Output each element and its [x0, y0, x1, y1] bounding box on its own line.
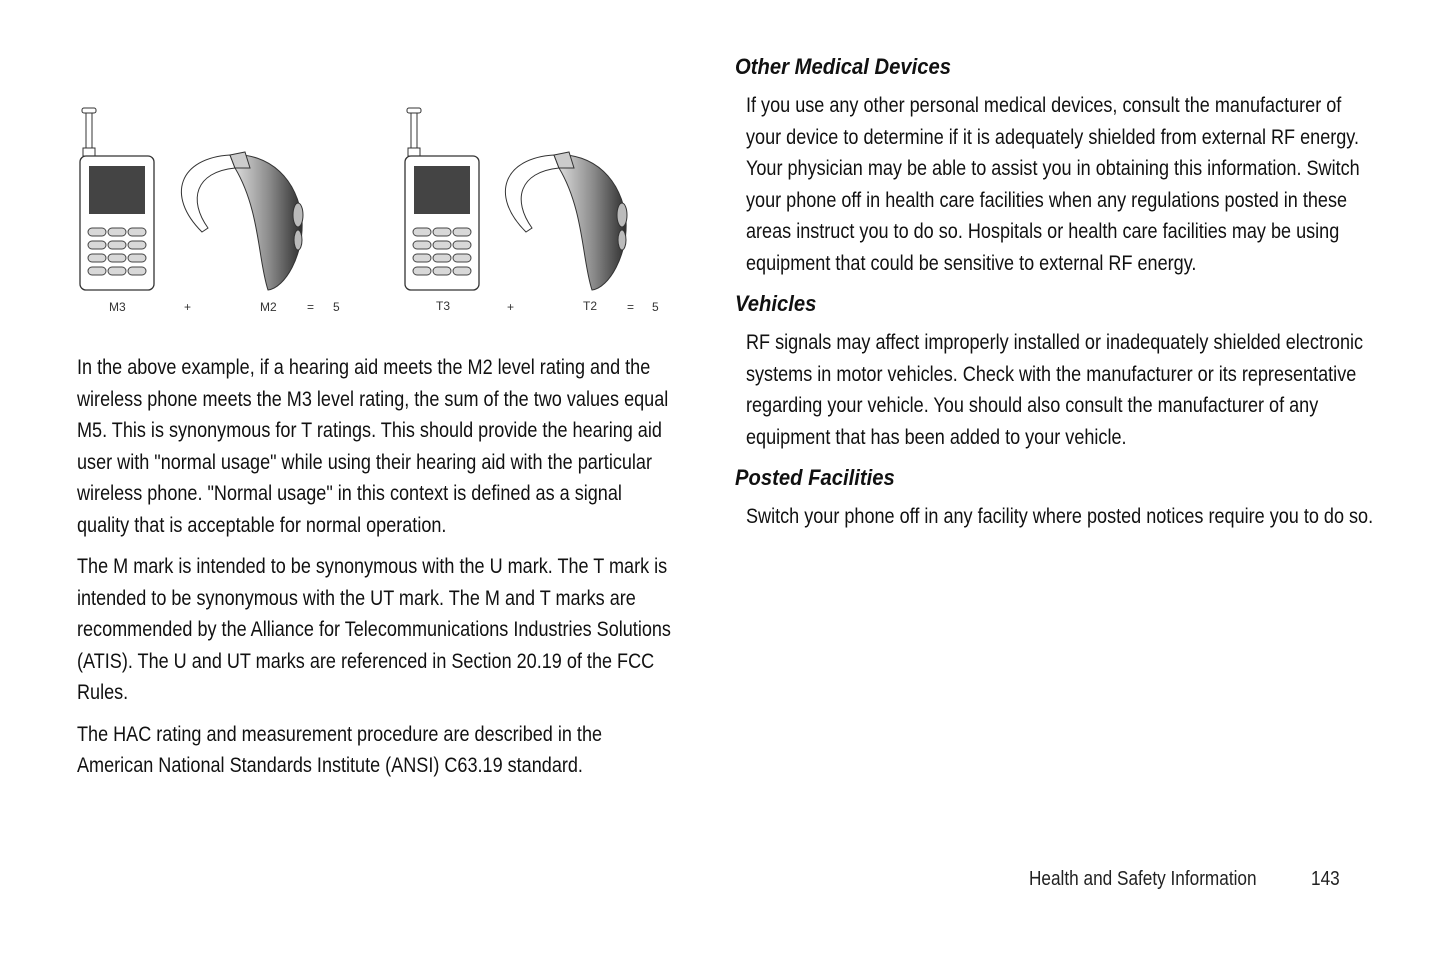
heading-vehicles: Vehicles — [735, 291, 817, 316]
figure-label-m2: M2 — [260, 300, 277, 314]
paragraph-hac-example: In the above example, if a hearing aid meets the M2 level rating and the wireless phone meets the M3 level rating, the sum of the two values equal M5. This is synonymous for T ratings. This should provide the hearing aid user with "normal usage" while using their hearing aid with the particular wireless phone. "Normal usage" in this context is defined as a signal quality that is acceptable for normal operation. — [77, 356, 669, 537]
hearing-aid-icon — [505, 152, 627, 290]
paragraph-posted-facilities: Switch your phone off in any facility where posted notices require you to do so. — [746, 505, 1374, 528]
figure-plus: + — [184, 300, 192, 314]
heading-other-medical-devices: Other Medical Devices — [735, 54, 951, 79]
footer-section-title: Health and Safety Information — [1029, 868, 1257, 890]
figure-equals: = — [307, 300, 315, 314]
heading-posted-facilities: Posted Facilities — [735, 465, 895, 490]
paragraph-ansi-standard: The HAC rating and measurement procedure are described in the American National Standards Institute (ANSI) C63.19 standard. — [77, 722, 603, 777]
figure-equals: = — [627, 300, 635, 314]
left-column — [77, 352, 677, 792]
paragraph-other-medical-devices: If you use any other personal medical devices, consult the manufacturer of your device to determine if it is adequately shielded from external RF energy. Your physician may be able to assist you in obtaining this information. Switch your phone off in health care facilities when any regulations posted in these areas instruct you to do so. Hospitals or health care facilities may be using equipment that could be sensitive to external RF energy. — [746, 94, 1360, 275]
figure-label-m3: M3 — [109, 300, 126, 314]
paragraph-vehicles: RF signals may affect improperly installed or inadequately shielded electronic systems in motor vehicles. Check with the manufacturer or its representative regarding your vehicle. You should also consult the manufacturer of any equipment that has been added to your vehicle. — [746, 331, 1364, 449]
hearing-aid-icon — [181, 152, 303, 290]
hac-rating-figure — [70, 100, 670, 330]
page-number: 143 — [1311, 868, 1340, 890]
phone-icon — [405, 108, 479, 290]
figure-plus: + — [507, 300, 515, 314]
figure-result: 5 — [652, 300, 659, 314]
figure-label-t2: T2 — [583, 299, 598, 313]
hac-illustration — [70, 100, 670, 330]
figure-label-t3: T3 — [436, 299, 451, 313]
phone-icon — [80, 108, 154, 290]
paragraph-m-t-marks: The M mark is intended to be synonymous with the U mark. The T mark is intended to be synonymous with the UT mark. The M and T marks are recommended by the Alliance for Telecommunications Industries Solutions (ATIS). The U and UT marks are referenced in Section 20.19 of the FCC Rules. — [77, 555, 671, 704]
figure-result: 5 — [333, 300, 340, 314]
right-column — [735, 52, 1374, 543]
